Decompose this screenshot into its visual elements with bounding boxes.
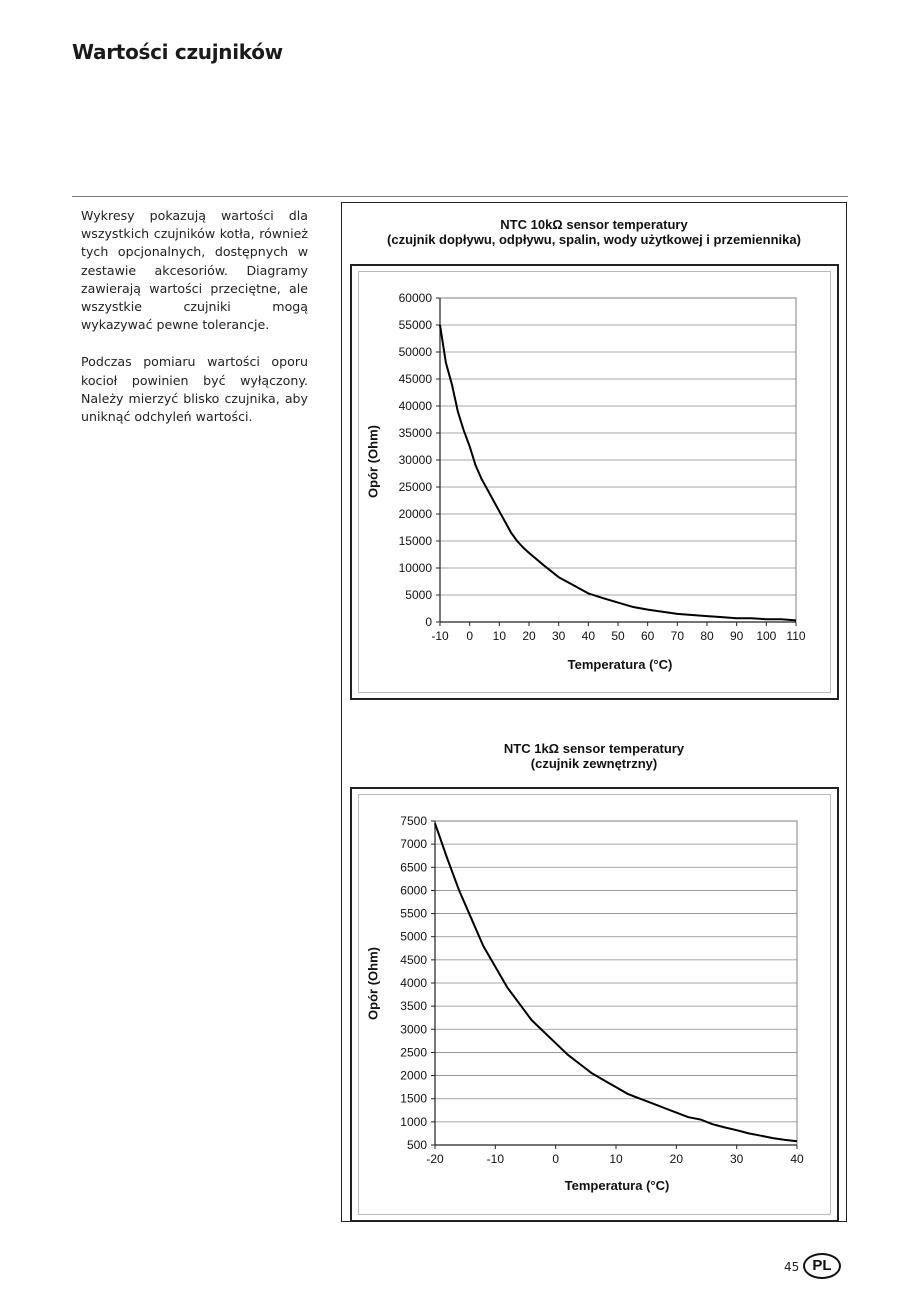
chart-1-x-tick-label: 110 — [786, 629, 806, 643]
language-badge: PL — [803, 1253, 841, 1279]
chart-2-y-tick-label: 2000 — [400, 1068, 427, 1083]
chart-2-x-axis-label: Temperatura (°C) — [564, 1178, 670, 1193]
chart-1-y-tick-label: 40000 — [398, 399, 432, 413]
chart-1-subtitle: (czujnik dopływu, odpływu, spalin, wody użytkowej i przemiennika) — [387, 232, 801, 247]
chart-1-y-tick-label: 20000 — [398, 507, 432, 521]
chart-1-y-tick-label: 0 — [425, 615, 432, 629]
chart-2-y-tick-label: 3000 — [400, 1022, 427, 1037]
chart-1-x-tick-label: 20 — [522, 629, 536, 643]
chart-1-x-tick-label: 50 — [611, 629, 625, 643]
chart-2-y-tick-label: 500 — [406, 1138, 427, 1152]
chart-1-y-tick-label: 30000 — [398, 453, 432, 467]
page-title: Wartości czujników — [72, 40, 283, 64]
chart-2-y-tick-label: 2500 — [400, 1045, 427, 1060]
chart-2-y-axis-label: Opór (Ohm) — [365, 947, 381, 1020]
chart-2-y-tick-label: 1000 — [400, 1114, 427, 1129]
chart-2-x-tick-label: 0 — [552, 1152, 560, 1166]
page-number: 45 — [784, 1260, 800, 1274]
chart-1-y-tick-label: 10000 — [398, 561, 432, 575]
chart-2-y-tick-label: 7500 — [400, 814, 427, 828]
chart-2-x-tick-label: -20 — [426, 1152, 444, 1166]
chart-1-x-tick-label: 80 — [700, 629, 714, 643]
chart-1-x-tick-label: 10 — [492, 629, 507, 643]
chart-1-y-tick-label: 15000 — [398, 534, 432, 548]
chart-2-y-tick-label: 5500 — [400, 906, 427, 921]
chart-1-x-tick-label: 70 — [670, 629, 685, 643]
chart-1-y-tick-label: 5000 — [405, 588, 432, 602]
chart-1-y-tick-label: 25000 — [398, 480, 432, 494]
intro-paragraph-2: Podczas pomiaru wartości oporu kocioł powinien być wyłączony. Należy mierzyć blisko czujnika, aby uniknąć odchyleń wartości. — [81, 354, 308, 425]
chart-1-x-tick-label: 40 — [581, 629, 596, 643]
chart-2-x-tick-label: 40 — [790, 1152, 804, 1166]
chart-2-x-tick-label: 20 — [669, 1152, 684, 1166]
chart-1-y-tick-label: 35000 — [398, 426, 432, 440]
chart-2-y-tick-label: 5000 — [400, 929, 427, 944]
intro-paragraph-1: Wykresy pokazują wartości dla wszystkich czujników kotła, również tych opcjonalnych, dostępnych w zestawie akcesoriów. Diagramy zawierają wartości przeciętne, ale wszystkie czujniki mogą wykazywać pewne tolerancje. — [81, 208, 308, 333]
chart-2-y-tick-label: 4000 — [400, 976, 427, 990]
chart-1-x-tick-label: 0 — [466, 629, 474, 643]
chart-1-y-tick-label: 60000 — [398, 291, 432, 305]
chart-1-x-tick-label: 60 — [640, 629, 655, 643]
chart-2-x-tick-label: 30 — [729, 1152, 744, 1166]
chart-1-x-axis-label: Temperatura (°C) — [567, 657, 673, 672]
chart-1-x-tick-label: 90 — [729, 629, 744, 643]
chart-1-y-tick-label: 55000 — [398, 318, 432, 332]
chart-1-y-tick-label: 45000 — [398, 372, 432, 386]
chart-2-subtitle: (czujnik zewnętrzny) — [530, 756, 658, 771]
chart-2-y-tick-label: 6000 — [400, 883, 427, 898]
chart-1-x-tick-label: 30 — [551, 629, 566, 643]
chart-2-x-tick-label: 10 — [609, 1152, 623, 1166]
chart-1-title: NTC 10kΩ sensor temperatury — [500, 217, 688, 232]
chart-1-y-tick-label: 50000 — [398, 345, 432, 359]
chart-2-y-tick-label: 3500 — [400, 999, 427, 1014]
chart-1-x-tick-label: -10 — [431, 629, 449, 643]
chart-2-series-line — [435, 823, 797, 1141]
chart-2-y-tick-label: 6500 — [400, 860, 427, 875]
chart-2-x-tick-label: -10 — [486, 1152, 505, 1166]
chart-1-x-tick-label: 100 — [756, 629, 777, 643]
chart-2-y-tick-label: 1500 — [400, 1091, 427, 1106]
chart-1-y-axis-label: Opór (Ohm) — [365, 425, 381, 498]
chart-2-y-tick-label: 4500 — [400, 952, 427, 967]
chart-2-y-tick-label: 7000 — [400, 837, 427, 852]
chart-2-title: NTC 1kΩ sensor temperatury — [503, 741, 685, 756]
